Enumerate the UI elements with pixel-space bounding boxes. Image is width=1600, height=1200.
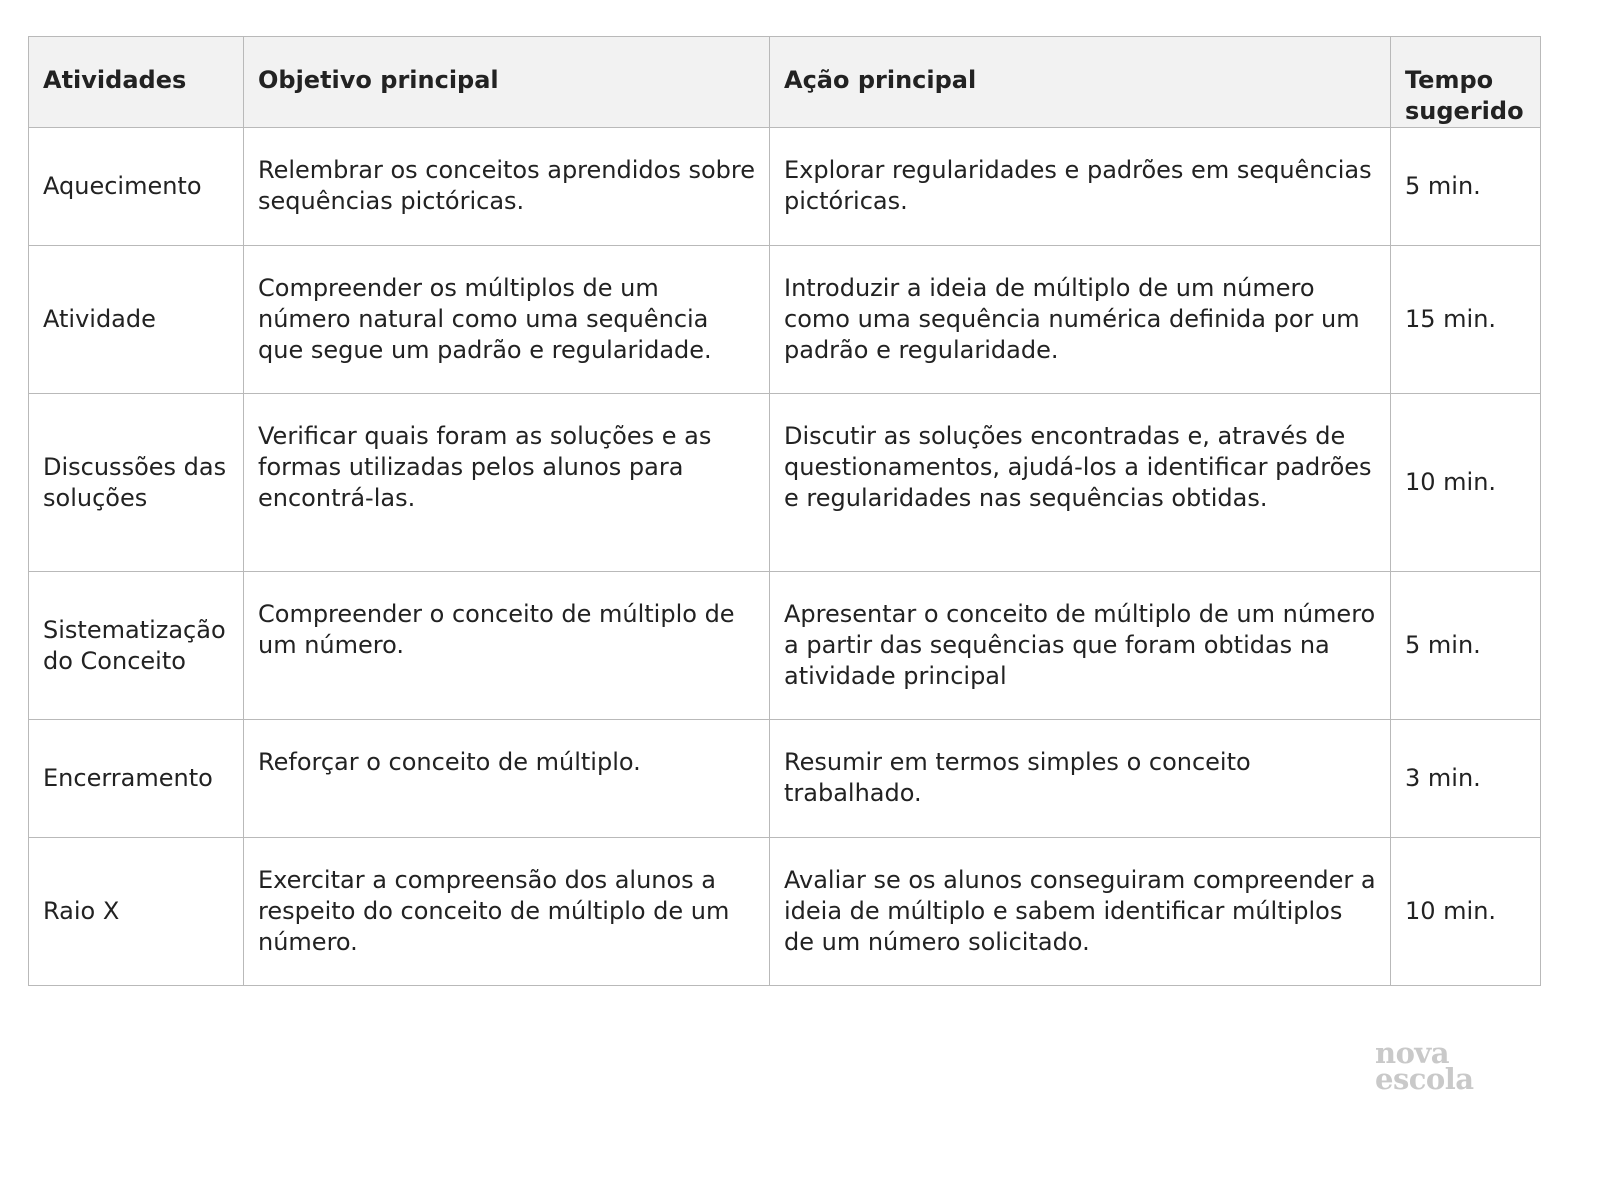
table-row [29,572,1541,720]
table-row [29,128,1541,246]
time-cell: 15 min. [1391,246,1541,394]
activity-cell: Discussões das soluções [29,394,244,572]
logo-line-1: nova [1375,1036,1450,1070]
table-row [29,394,1541,572]
header-activities: Atividades [29,37,244,128]
goal-cell: Exercitar a compreensão dos alunos a respeito do conceito de múltiplo de um número. [244,838,770,986]
goal-cell: Verificar quais foram as soluções e as formas utilizadas pelos alunos para encontrá-las. [244,394,770,572]
action-cell: Apresentar o conceito de múltiplo de um número a partir das sequências que foram obtidas na atividade principal [770,572,1391,720]
goal-cell: Reforçar o conceito de múltiplo. [244,720,770,838]
table-row [29,720,1541,838]
activity-cell: Encerramento [29,720,244,838]
action-cell: Discutir as soluções encontradas e, através de questionamentos, ajudá-los a identificar padrões e regularidades nas sequências obtidas. [770,394,1391,572]
header-main-action: Ação principal [770,37,1391,128]
time-cell: 3 min. [1391,720,1541,838]
action-cell: Avaliar se os alunos conseguiram compreender a ideia de múltiplo e sabem identificar múltiplos de um número solicitado. [770,838,1391,986]
table-row [29,838,1541,986]
lesson-plan-table [28,36,1541,986]
time-cell: 10 min. [1391,838,1541,986]
logo-line-2: escola [1375,1062,1474,1096]
action-cell: Resumir em termos simples o conceito trabalhado. [770,720,1391,838]
goal-cell: Relembrar os conceitos aprendidos sobre sequências pictóricas. [244,128,770,246]
action-cell: Explorar regularidades e padrões em sequências pictóricas. [770,128,1391,246]
goal-cell: Compreender o conceito de múltiplo de um número. [244,572,770,720]
header-suggested-time: Tempo sugerido [1391,37,1541,128]
goal-cell: Compreender os múltiplos de um número natural como uma sequência que segue um padrão e regularidade. [244,246,770,394]
table-row [29,246,1541,394]
time-cell: 5 min. [1391,128,1541,246]
action-cell: Introduzir a ideia de múltiplo de um número como uma sequência numérica definida por um padrão e regularidade. [770,246,1391,394]
activity-cell: Sistematização do Conceito [29,572,244,720]
nova-escola-logo [1375,1036,1495,1096]
time-cell: 5 min. [1391,572,1541,720]
activity-cell: Raio X [29,838,244,986]
activity-cell: Atividade [29,246,244,394]
time-cell: 10 min. [1391,394,1541,572]
activity-cell: Aquecimento [29,128,244,246]
header-main-goal: Objetivo principal [244,37,770,128]
table-header-row [29,37,1541,128]
